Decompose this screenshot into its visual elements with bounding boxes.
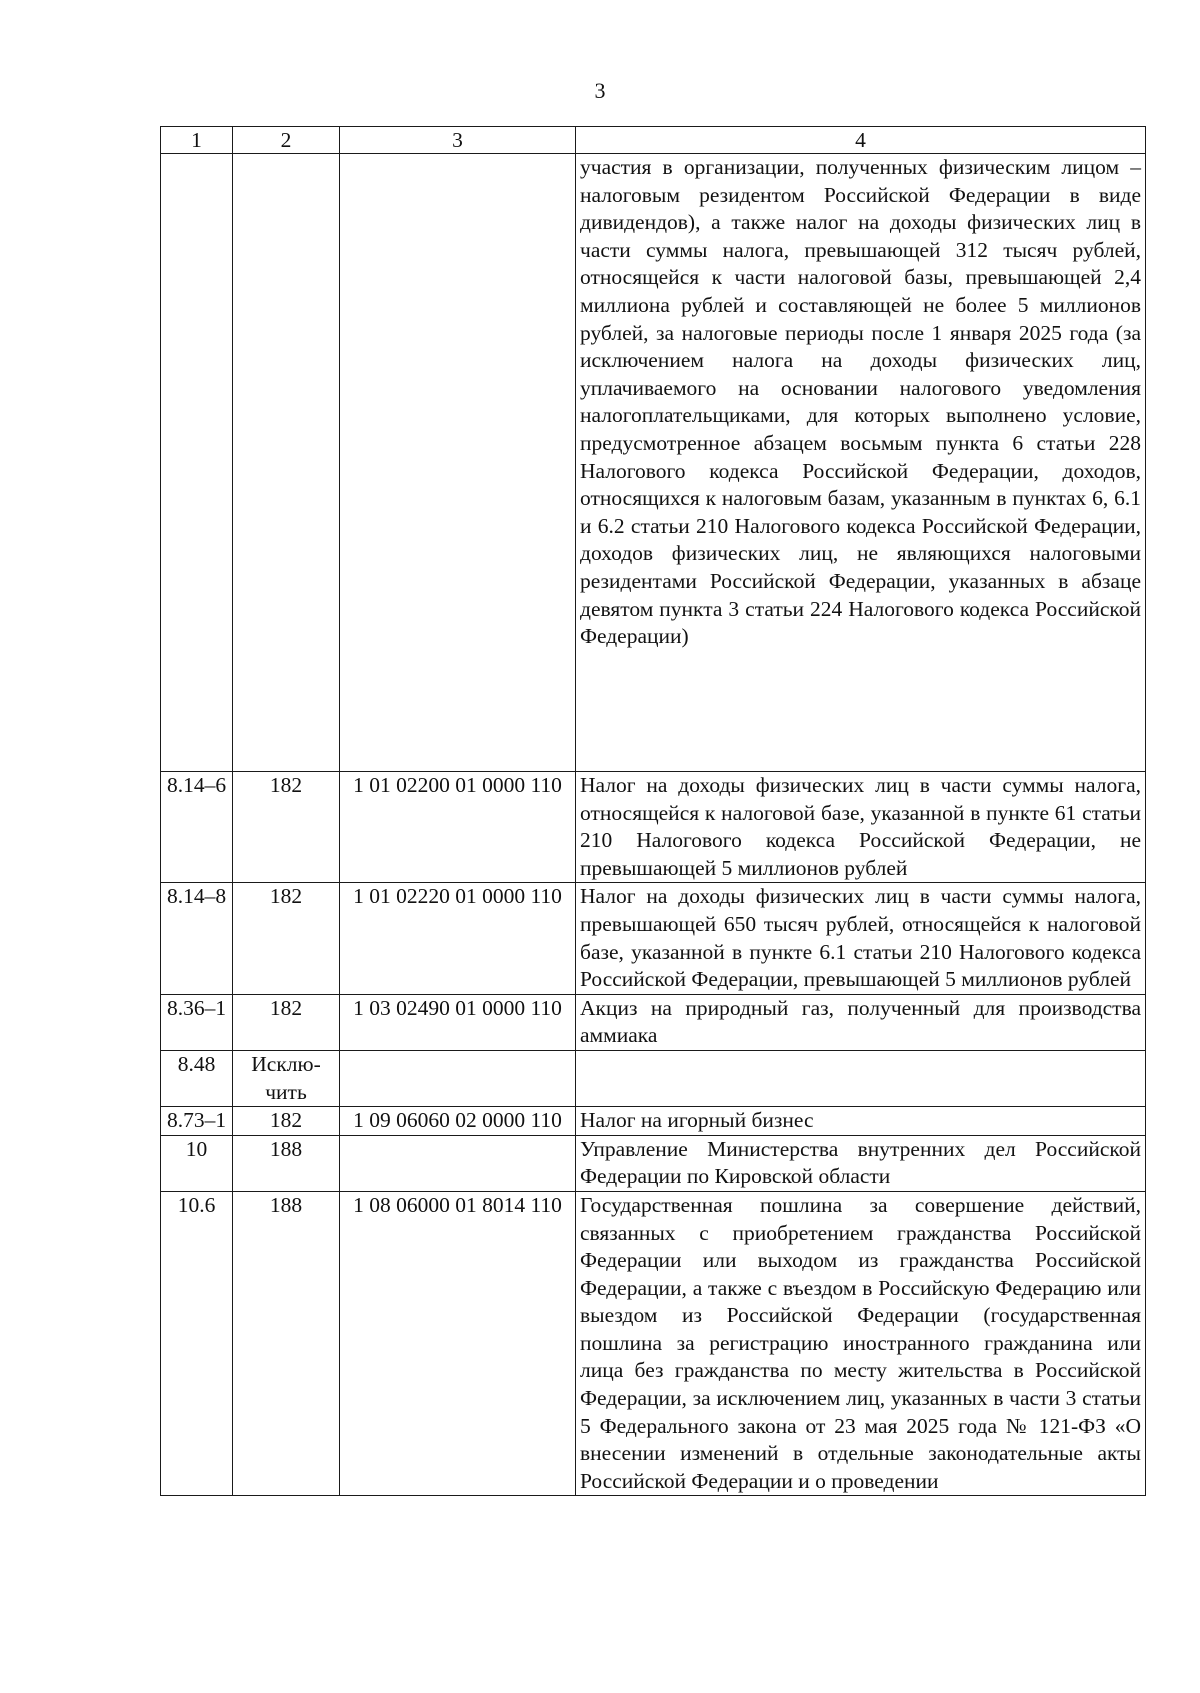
table-row (161, 1191, 1146, 1496)
revenue-code-cell (340, 1050, 576, 1106)
table-header-row (161, 127, 1146, 154)
row-number-cell (161, 154, 233, 772)
revenue-code-cell (340, 1135, 576, 1191)
description-cell: Управление Министерства внутренних дел Российской Федерации по Кировской области (576, 1135, 1146, 1191)
description-cell: участия в организации, полученных физическим лицом – налоговым резидентом Российской Федерации в виде дивидендов), а также налог на доходы физических лиц в части суммы налога, превышающей 312 тысяч рублей, относящейся к части налоговой базы, превышающей 2,4 миллиона рублей и составляющей не более 5 миллионов рублей, за налоговые периоды после 1 января 2025 года (за исключением налога на доходы физических лиц, уплачиваемого на основании налогового уведомления налогоплательщиками, для которых выполнено условие, предусмотренное абзацем восьмым пункта 6 статьи 228 Налогового кодекса Российской Федерации, доходов, относящихся к налоговым базам, указанным в пунктах 6, 6.1 и 6.2 статьи 210 Налогового кодекса Российской Федерации, доходов физических лиц, не являющихся налоговыми резидентами Российской Федерации, указанных в абзаце девятом пункта 3 статьи 224 Налогового кодекса Российской Федерации) (576, 154, 1146, 772)
admin-code-cell (233, 154, 340, 772)
description-cell: Налог на доходы физических лиц в части суммы налога, относящейся к налоговой базе, указанной в пункте 61 статьи 210 Налогового кодекса Российской Федерации, не превышающей 5 миллионов рублей (576, 772, 1146, 883)
row-number-cell: 8.14–6 (161, 772, 233, 883)
admin-code-cell: Исклю-чить (233, 1050, 340, 1106)
page-number: 3 (594, 78, 606, 103)
row-number-cell: 8.73–1 (161, 1107, 233, 1136)
admin-code-cell: 188 (233, 1191, 340, 1496)
table-row (161, 883, 1146, 994)
revenue-code-cell (340, 154, 576, 772)
table-row (161, 154, 1146, 772)
revenue-code-cell: 1 01 02200 01 0000 110 (340, 772, 576, 883)
revenue-code-cell: 1 01 02220 01 0000 110 (340, 883, 576, 994)
admin-code-cell: 182 (233, 1107, 340, 1136)
row-number-cell: 10.6 (161, 1191, 233, 1496)
revenue-code-cell: 1 08 06000 01 8014 110 (340, 1191, 576, 1496)
admin-code-cell: 182 (233, 772, 340, 883)
description-cell: Налог на игорный бизнес (576, 1107, 1146, 1136)
header-cell: 4 (576, 127, 1146, 154)
revenue-code-cell: 1 09 06060 02 0000 110 (340, 1107, 576, 1136)
description-cell: Налог на доходы физических лиц в части суммы налога, превышающей 650 тысяч рублей, относящейся к налоговой базе, указанной в пункте 6.1 статьи 210 Налогового кодекса Российской Федерации, превышающей 5 миллионов рублей (576, 883, 1146, 994)
description-cell: Акциз на природный газ, полученный для производства аммиака (576, 994, 1146, 1050)
admin-code-cell: 188 (233, 1135, 340, 1191)
admin-code-cell: 182 (233, 883, 340, 994)
admin-code-cell: 182 (233, 994, 340, 1050)
row-number-cell: 8.14–8 (161, 883, 233, 994)
table-row (161, 994, 1146, 1050)
table-row (161, 772, 1146, 883)
revenue-codes-table (160, 126, 1146, 1496)
table-row (161, 1107, 1146, 1136)
table-row (161, 1050, 1146, 1106)
description-cell: Государственная пошлина за совершение действий, связанных с приобретением гражданства Российской Федерации или выходом из гражданства Российской Федерации, а также с въездом в Российскую Федерацию или выездом из Российской Федерации (государственная пошлина за регистрацию иностранного гражданина или лица без гражданства по месту жительства в Российской Федерации, за исключением лиц, указанных в части 3 статьи 5 Федерального закона от 23 мая 2025 года № 121-ФЗ «О внесении изменений в отдельные законодательные акты Российской Федерации и о проведении (576, 1191, 1146, 1496)
row-number-cell: 8.36–1 (161, 994, 233, 1050)
row-number-cell: 8.48 (161, 1050, 233, 1106)
row-number-cell: 10 (161, 1135, 233, 1191)
header-cell: 3 (340, 127, 576, 154)
description-cell (576, 1050, 1146, 1106)
header-cell: 2 (233, 127, 340, 154)
header-cell: 1 (161, 127, 233, 154)
revenue-code-cell: 1 03 02490 01 0000 110 (340, 994, 576, 1050)
table-row (161, 1135, 1146, 1191)
